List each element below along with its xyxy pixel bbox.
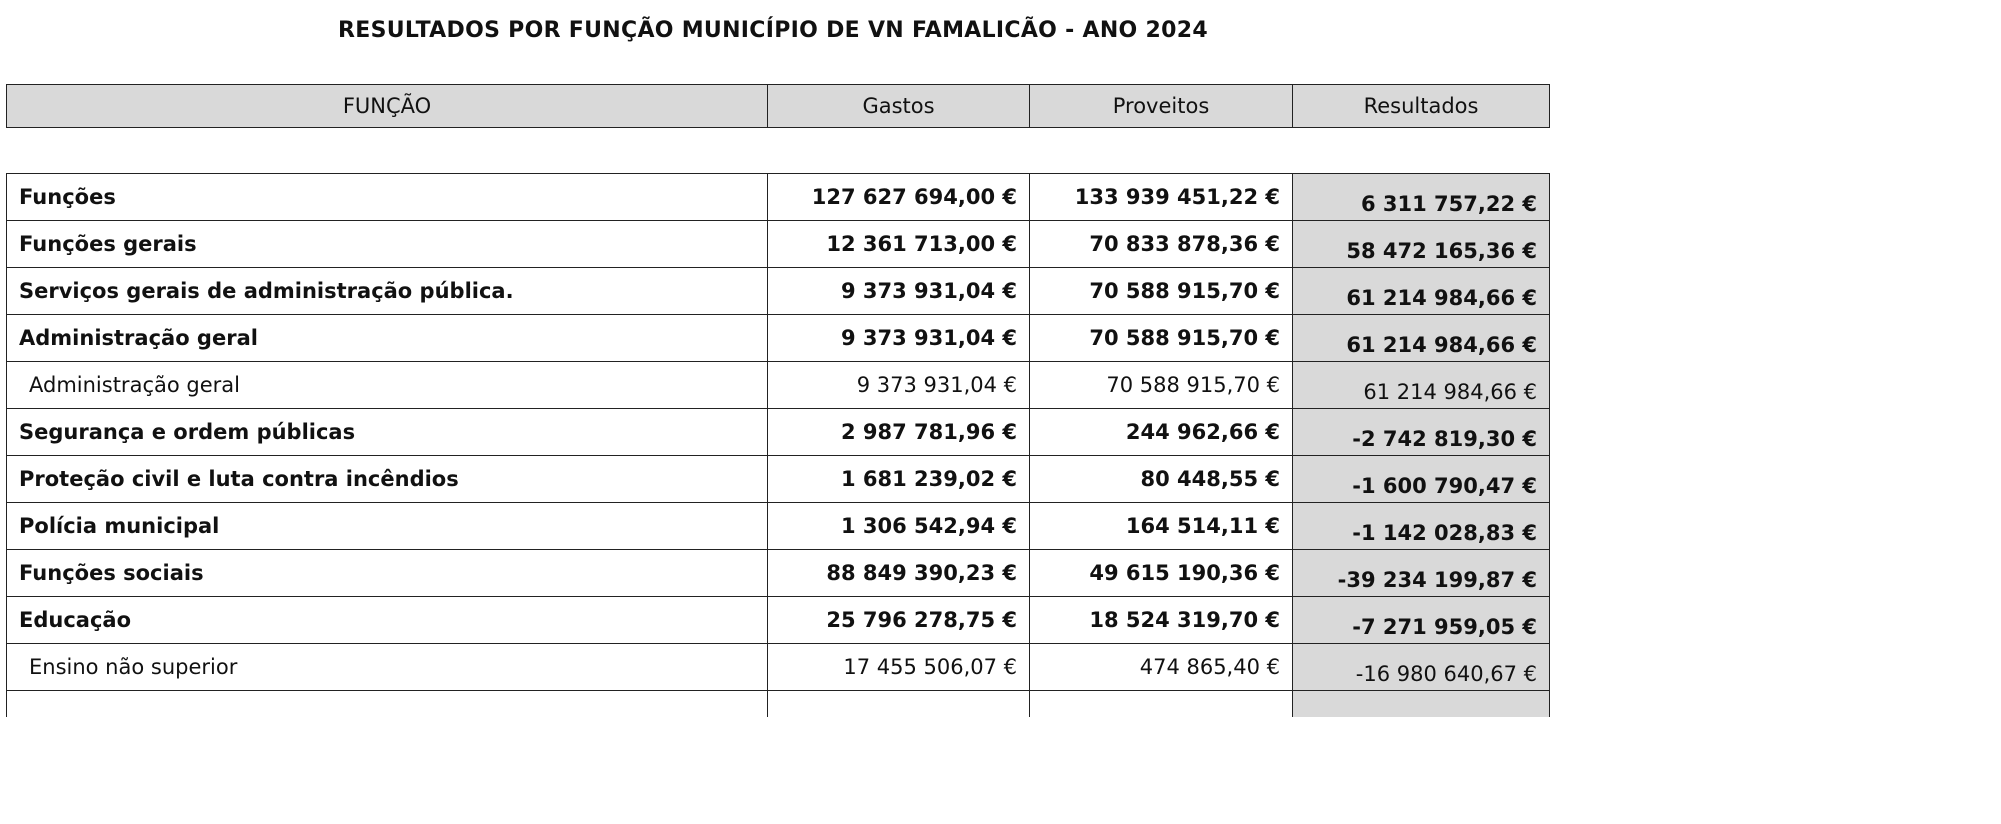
cell-resultados: -39 234 199,87 € bbox=[1293, 550, 1550, 597]
table-row bbox=[7, 362, 1550, 409]
empty-cell bbox=[1030, 691, 1293, 718]
table-row bbox=[7, 174, 1550, 221]
cell-funcao: Administração geral bbox=[7, 362, 768, 409]
cell-gastos: 9 373 931,04 € bbox=[768, 315, 1030, 362]
cell-resultados: -1 142 028,83 € bbox=[1293, 503, 1550, 550]
table-row bbox=[7, 221, 1550, 268]
empty-cell bbox=[7, 691, 768, 718]
cell-funcao: Funções gerais bbox=[7, 221, 768, 268]
cell-proveitos: 70 588 915,70 € bbox=[1030, 362, 1293, 409]
table-row bbox=[7, 268, 1550, 315]
cell-proveitos: 70 833 878,36 € bbox=[1030, 221, 1293, 268]
cell-proveitos: 18 524 319,70 € bbox=[1030, 597, 1293, 644]
cell-resultados: 58 472 165,36 € bbox=[1293, 221, 1550, 268]
cell-funcao: Segurança e ordem públicas bbox=[7, 409, 768, 456]
table-row bbox=[7, 503, 1550, 550]
cell-funcao: Funções bbox=[7, 174, 768, 221]
cell-proveitos: 70 588 915,70 € bbox=[1030, 268, 1293, 315]
cell-funcao: Educação bbox=[7, 597, 768, 644]
cell-gastos: 88 849 390,23 € bbox=[768, 550, 1030, 597]
cell-proveitos: 164 514,11 € bbox=[1030, 503, 1293, 550]
cell-gastos: 17 455 506,07 € bbox=[768, 644, 1030, 691]
table-row bbox=[7, 409, 1550, 456]
cell-funcao: Polícia municipal bbox=[7, 503, 768, 550]
cell-gastos: 12 361 713,00 € bbox=[768, 221, 1030, 268]
column-header-table bbox=[6, 84, 1550, 128]
header-resultados: Resultados bbox=[1293, 85, 1550, 128]
results-table bbox=[6, 173, 1550, 717]
cell-resultados: 61 214 984,66 € bbox=[1293, 315, 1550, 362]
cell-resultados: -1 600 790,47 € bbox=[1293, 456, 1550, 503]
table-row bbox=[7, 644, 1550, 691]
cell-resultados: 6 311 757,22 € bbox=[1293, 174, 1550, 221]
cell-proveitos: 49 615 190,36 € bbox=[1030, 550, 1293, 597]
cell-resultados: 61 214 984,66 € bbox=[1293, 268, 1550, 315]
cell-funcao: Administração geral bbox=[7, 315, 768, 362]
header-row bbox=[7, 85, 1550, 128]
cell-gastos: 9 373 931,04 € bbox=[768, 362, 1030, 409]
cell-proveitos: 70 588 915,70 € bbox=[1030, 315, 1293, 362]
cell-resultados: -7 271 959,05 € bbox=[1293, 597, 1550, 644]
document-title: RESULTADOS POR FUNÇÃO MUNICÍPIO DE VN FAMALICÃO - ANO 2024 bbox=[338, 18, 1208, 43]
cell-resultados: -16 980 640,67 € bbox=[1293, 644, 1550, 691]
empty-cell bbox=[768, 691, 1030, 718]
cell-funcao: Funções sociais bbox=[7, 550, 768, 597]
cell-funcao: Ensino não superior bbox=[7, 644, 768, 691]
table-row bbox=[7, 597, 1550, 644]
cell-gastos: 25 796 278,75 € bbox=[768, 597, 1030, 644]
cell-funcao: Proteção civil e luta contra incêndios bbox=[7, 456, 768, 503]
cell-gastos: 127 627 694,00 € bbox=[768, 174, 1030, 221]
cell-resultados: -2 742 819,30 € bbox=[1293, 409, 1550, 456]
header-funcao: FUNÇÃO bbox=[7, 85, 768, 128]
cell-proveitos: 244 962,66 € bbox=[1030, 409, 1293, 456]
cell-gastos: 1 681 239,02 € bbox=[768, 456, 1030, 503]
empty-cell bbox=[1293, 691, 1550, 718]
table-row bbox=[7, 315, 1550, 362]
table-row bbox=[7, 456, 1550, 503]
cell-resultados: 61 214 984,66 € bbox=[1293, 362, 1550, 409]
cell-gastos: 2 987 781,96 € bbox=[768, 409, 1030, 456]
header-gastos: Gastos bbox=[768, 85, 1030, 128]
cell-proveitos: 80 448,55 € bbox=[1030, 456, 1293, 503]
cell-gastos: 9 373 931,04 € bbox=[768, 268, 1030, 315]
cell-proveitos: 474 865,40 € bbox=[1030, 644, 1293, 691]
cell-funcao: Serviços gerais de administração pública. bbox=[7, 268, 768, 315]
header-proveitos: Proveitos bbox=[1030, 85, 1293, 128]
table-row bbox=[7, 550, 1550, 597]
cell-proveitos: 133 939 451,22 € bbox=[1030, 174, 1293, 221]
cell-gastos: 1 306 542,94 € bbox=[768, 503, 1030, 550]
table-row-partial bbox=[7, 691, 1550, 718]
